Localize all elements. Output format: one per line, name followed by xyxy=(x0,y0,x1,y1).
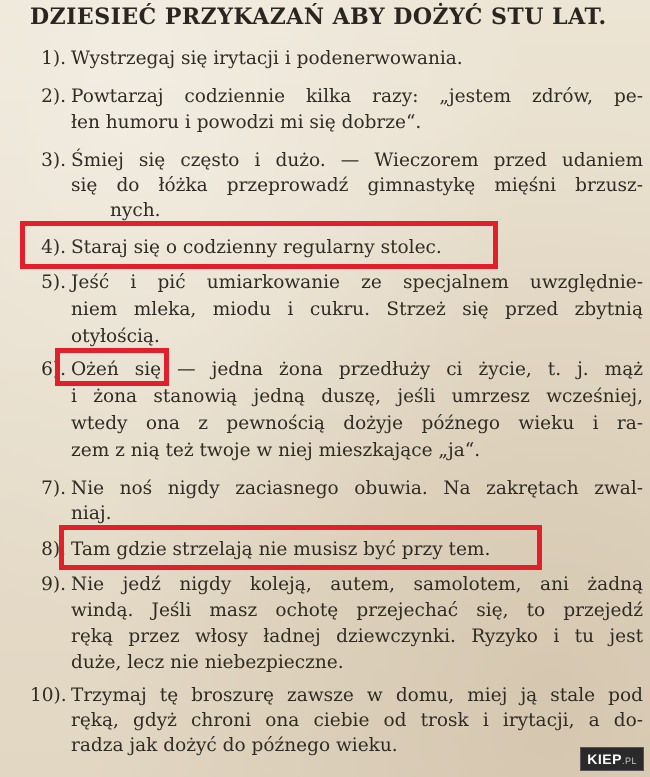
item-number: 9). xyxy=(41,574,66,595)
item-text: duże, lecz nie niebezpieczne. xyxy=(71,652,344,673)
item-text: niaj. xyxy=(71,503,112,524)
item-text: niem mleka, miodu i cukru. Strzeż się przed zbytnią xyxy=(71,299,643,320)
item-number: 2). xyxy=(41,86,66,107)
item-text: Staraj się o codzienny regularny stolec. xyxy=(71,237,442,258)
item-number: 8). xyxy=(41,539,66,560)
item-number: 6). xyxy=(41,359,66,380)
item-number: 4). xyxy=(41,237,66,258)
item-text: zem z nią też twoje w niej mieszkające „ja“. xyxy=(71,440,481,461)
item-text: ręką przez włosy ładnej dziewczynki. Ryzyko i tu jest xyxy=(71,626,643,647)
item-text: i żona stanowią jedną duszę, jeśli umrzesz wcześniej, xyxy=(71,386,643,407)
item-number: 10). xyxy=(30,685,67,706)
item-text: Jeść i pić umiarkowanie ze specjalnem uwzględnie- xyxy=(71,272,643,293)
item-text: wtedy ona z pewnością dożyje późnego wieku i ra- xyxy=(71,413,643,434)
item-text: Nie noś nigdy zaciasnego obuwia. Na zakrętach zwal- xyxy=(71,478,643,499)
item-text: Nie jedź nigdy koleją, autem, samolotem, ani żadną xyxy=(71,574,643,595)
item-text: Śmiej się często i dużo. — Wieczorem przed udaniem xyxy=(71,150,643,171)
site-watermark xyxy=(580,747,644,771)
item-number: 1). xyxy=(41,48,66,69)
item-text: Wystrzegaj się irytacji i podenerwowania. xyxy=(71,48,463,69)
watermark-brand: KIEP xyxy=(587,751,622,767)
item-text: ręką, gdyż chroni ona ciebie od trosk i irytacji, a do- xyxy=(71,710,643,731)
watermark-suffix: .PL xyxy=(621,756,637,766)
document-title: DZIESIEĆ PRZYKAZAŃ ABY DOŻYĆ STU LAT. xyxy=(30,4,607,30)
item-text: otyłością. xyxy=(71,326,160,347)
item-text: nych. xyxy=(110,200,161,221)
item-text: łen humoru i powodzi mi się dobrze“. xyxy=(71,112,422,133)
item-text: się do łóżka przeprowadź gimnastykę mięśni brzusz- xyxy=(71,175,643,196)
item-text: windą. Jeśli masz ochotę przejechać się, to przejedź xyxy=(71,600,643,621)
item-number: 7). xyxy=(41,478,66,499)
item-number: 3). xyxy=(41,150,66,171)
item-text: Ożeń się — jedna żona przedłuży ci życie, t. j. mąż xyxy=(71,359,643,380)
item-text: Trzymaj tę broszurę zawsze w domu, miej ją stale pod xyxy=(71,685,643,706)
item-text: Powtarzaj codziennie kilka razy: „jestem zdrów, pe- xyxy=(71,86,643,107)
item-text: Tam gdzie strzelają nie musisz być przy tem. xyxy=(71,539,491,560)
item-text: radza jak dożyć do późnego wieku. xyxy=(71,735,398,756)
item-number: 5). xyxy=(41,272,66,293)
